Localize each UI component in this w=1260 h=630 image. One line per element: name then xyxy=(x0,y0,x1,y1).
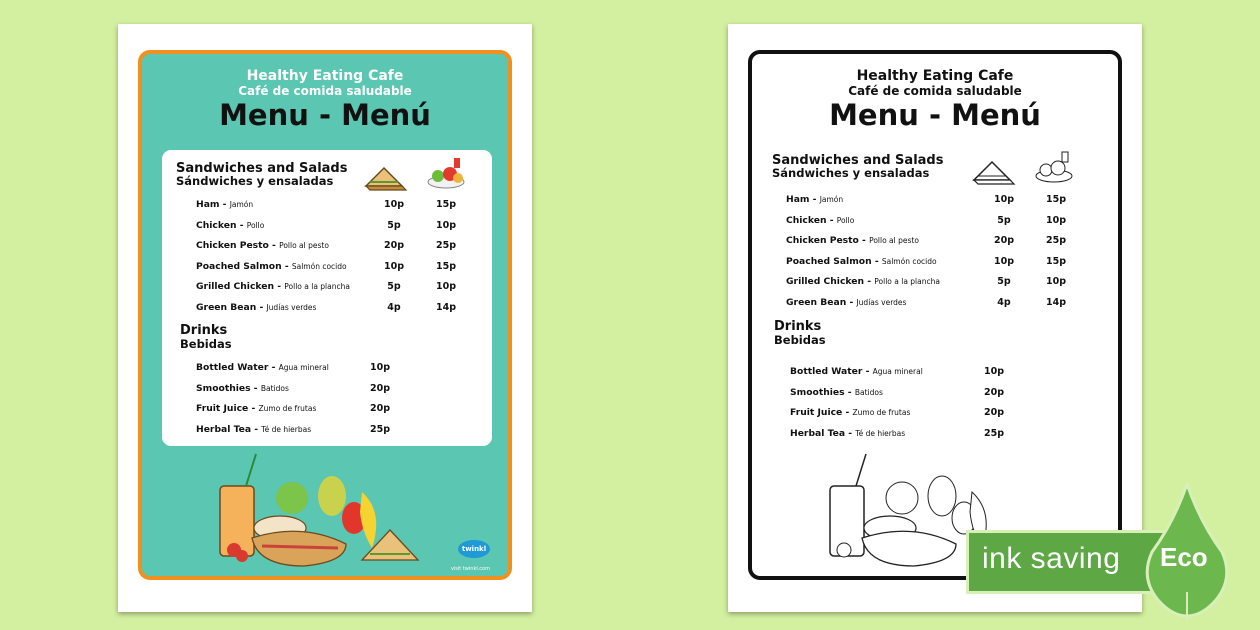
drink-row-bw xyxy=(772,407,1102,421)
drink-name: Fruit Juice - Zumo de frutas xyxy=(196,403,317,414)
salad-price: 15p xyxy=(435,260,457,272)
item-name-es: Judías verdes xyxy=(266,302,317,312)
menu-title-bw: Menu - Menú xyxy=(829,98,1041,132)
item-name-es: Judías verdes xyxy=(856,297,907,307)
item-name: Ham - Jamón xyxy=(786,194,844,205)
sandwich-icon xyxy=(362,160,410,194)
item-name-es: Salmón cocido xyxy=(291,261,347,271)
menu-row xyxy=(162,261,492,275)
drink-price: 20p xyxy=(369,403,391,414)
drink-name-es: Batidos xyxy=(854,387,883,397)
salad-price: 10p xyxy=(435,281,457,292)
item-name: Chicken - Pollo xyxy=(786,214,855,226)
drink-row-bw xyxy=(772,387,1102,401)
sandwich-price: 5p xyxy=(997,276,1011,287)
drink-price: 25p xyxy=(983,427,1005,439)
menu-frame xyxy=(138,50,512,580)
item-name: Chicken Pesto - Pollo al pesto xyxy=(196,240,329,251)
drink-price: 10p xyxy=(369,362,391,373)
drink-row xyxy=(162,383,492,397)
salad-price: 10p xyxy=(435,219,457,231)
drink-price: 20p xyxy=(983,386,1005,398)
salad-price: 15p xyxy=(1045,194,1067,205)
sandwich-price: 5p xyxy=(387,281,401,292)
drink-name-es: Zumo de frutas xyxy=(852,408,911,417)
salad-price: 14p xyxy=(1045,296,1067,308)
section-subheading-sandwiches: Sándwiches y ensaladas xyxy=(176,174,334,188)
cafe-name-es: Café de comida saludable xyxy=(238,84,412,98)
item-name: Poached Salmon - Salmón cocido xyxy=(196,260,347,272)
drink-row xyxy=(162,424,492,438)
salad-icon-bw xyxy=(1030,150,1078,184)
item-name: Ham - Jamón xyxy=(196,199,254,210)
section-subheading-drinks-bw: Bebidas xyxy=(774,333,826,347)
menu-row-bw xyxy=(772,276,1102,290)
salad-price: 10p xyxy=(1045,214,1067,226)
drink-price: 20p xyxy=(983,407,1005,418)
drink-name-es: Agua mineral xyxy=(278,363,329,372)
menu-sheet-bw xyxy=(728,24,1142,612)
salad-price: 25p xyxy=(435,240,457,251)
sandwich-price: 4p xyxy=(997,296,1011,308)
cafe-name-en-bw: Healthy Eating Cafe xyxy=(856,68,1014,84)
item-name-es: Jamón xyxy=(819,195,844,204)
item-name-es: Pollo xyxy=(246,220,265,230)
section-heading-drinks-bw: Drinks xyxy=(774,319,822,334)
menu-frame-bw xyxy=(748,50,1122,580)
menu-row-bw xyxy=(772,297,1102,311)
twinkl-logo-text: twinkl xyxy=(461,545,487,553)
menu-row xyxy=(162,199,492,213)
salad-icon xyxy=(422,156,470,190)
item-name-es: Pollo a la plancha xyxy=(874,277,940,286)
drink-price: 10p xyxy=(983,366,1005,377)
eco-drop-label: Eco xyxy=(1160,542,1208,572)
drink-name-es: Zumo de frutas xyxy=(258,404,317,413)
food-illustration xyxy=(212,452,442,572)
item-name-es: Jamón xyxy=(229,200,254,209)
section-subheading-drinks: Bebidas xyxy=(180,337,232,351)
menu-row xyxy=(162,302,492,316)
section-heading-drinks: Drinks xyxy=(180,323,228,338)
menu-card xyxy=(162,150,492,446)
salad-price: 25p xyxy=(1045,235,1067,246)
section-heading-sandwiches-bw: Sandwiches and Salads xyxy=(772,153,944,168)
menu-row-bw xyxy=(772,194,1102,208)
sandwich-price: 10p xyxy=(383,260,405,272)
section-heading-sandwiches: Sandwiches and Salads xyxy=(176,161,348,176)
menu-card-bw xyxy=(772,150,1102,450)
twinkl-url: visit twinkl.com xyxy=(450,566,490,572)
drink-name-es: Té de hierbas xyxy=(261,424,312,434)
drink-row-bw xyxy=(772,428,1102,442)
sandwich-price: 5p xyxy=(997,214,1011,226)
drink-name-es: Batidos xyxy=(260,383,289,393)
drink-row xyxy=(162,403,492,417)
ink-saving-label: ink saving xyxy=(982,542,1121,575)
drink-name: Fruit Juice - Zumo de frutas xyxy=(790,407,911,418)
menu-row xyxy=(162,240,492,254)
menu-row xyxy=(162,220,492,234)
item-name-es: Pollo al pesto xyxy=(279,241,329,250)
item-name: Chicken Pesto - Pollo al pesto xyxy=(786,235,919,246)
salad-price: 14p xyxy=(435,301,457,313)
menu-row-bw xyxy=(772,215,1102,229)
drink-row-bw xyxy=(772,366,1102,380)
sandwich-price: 4p xyxy=(387,301,401,313)
menu-sheet-colour xyxy=(118,24,532,612)
drink-name: Herbal Tea - Té de hierbas xyxy=(196,423,312,435)
menu-row-bw xyxy=(772,235,1102,249)
salad-price: 10p xyxy=(1045,276,1067,287)
drink-row xyxy=(162,362,492,376)
drink-name: Smoothies - Batidos xyxy=(196,382,289,394)
cafe-name-es-bw: Café de comida saludable xyxy=(848,84,1022,98)
item-name: Poached Salmon - Salmón cocido xyxy=(786,255,937,267)
drink-price: 20p xyxy=(369,382,391,394)
item-name-es: Pollo xyxy=(836,215,855,225)
sandwich-icon-bw xyxy=(970,154,1018,188)
sandwich-price: 10p xyxy=(993,255,1015,267)
section-subheading-sandwiches-bw: Sándwiches y ensaladas xyxy=(772,166,930,180)
drink-name: Herbal Tea - Té de hierbas xyxy=(790,427,906,439)
sandwich-price: 20p xyxy=(383,240,405,251)
item-name-es: Pollo al pesto xyxy=(869,236,919,245)
drink-name: Smoothies - Batidos xyxy=(790,386,883,398)
item-name: Green Bean - Judías verdes xyxy=(786,296,907,308)
cafe-name-en: Healthy Eating Cafe xyxy=(246,68,404,84)
drink-name: Bottled Water - Agua mineral xyxy=(790,366,923,377)
menu-row xyxy=(162,281,492,295)
sandwich-price: 5p xyxy=(387,219,401,231)
item-name: Grilled Chicken - Pollo a la plancha xyxy=(786,276,940,287)
drink-price: 25p xyxy=(369,423,391,435)
item-name-es: Pollo a la plancha xyxy=(284,282,350,291)
menu-title: Menu - Menú xyxy=(219,98,431,132)
item-name: Chicken - Pollo xyxy=(196,219,265,231)
sandwich-price: 20p xyxy=(993,235,1015,246)
drink-name: Bottled Water - Agua mineral xyxy=(196,362,329,373)
item-name-es: Salmón cocido xyxy=(881,256,937,266)
salad-price: 15p xyxy=(1045,255,1067,267)
salad-price: 15p xyxy=(435,199,457,210)
sandwich-price: 10p xyxy=(383,199,405,210)
sandwich-price: 10p xyxy=(993,194,1015,205)
drink-name-es: Agua mineral xyxy=(872,367,923,376)
item-name: Grilled Chicken - Pollo a la plancha xyxy=(196,281,350,292)
item-name: Green Bean - Judías verdes xyxy=(196,301,317,313)
drink-name-es: Té de hierbas xyxy=(855,428,906,438)
menu-row-bw xyxy=(772,256,1102,270)
